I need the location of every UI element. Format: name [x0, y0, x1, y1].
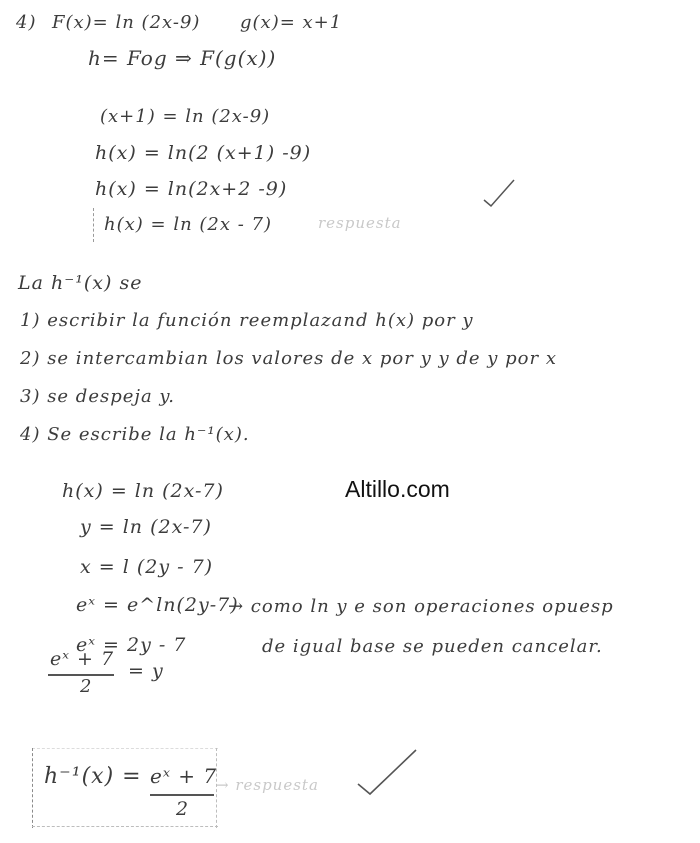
solve-denominator: 2 — [80, 676, 93, 697]
inverse-step-5: eˣ = 2y - 7 — [76, 634, 187, 656]
final-denominator: 2 — [176, 798, 190, 820]
answer-box-bottom — [32, 826, 218, 828]
watermark-text: Altillo.com — [345, 476, 450, 502]
note-line-1: → como ln y e son operaciones opuesp — [228, 596, 614, 617]
h-composition: h= Fog ⇒ F(g(x)) — [88, 46, 277, 70]
inverse-intro: La h⁻¹(x) se — [18, 272, 143, 294]
inverse-step-3: x = l (2y - 7) — [80, 556, 214, 578]
inverse-step-1: h(x) = ln (2x-7) — [62, 480, 224, 502]
respuesta-faint-label: respuesta — [318, 214, 402, 232]
checkmark-icon — [482, 176, 516, 210]
procedure-step-1: 1) escribir la función reemplazand h(x) por y — [20, 310, 474, 331]
answer-box-top — [32, 748, 218, 750]
procedure-step-2: 2) se intercambian los valores de x por y y de y por x — [20, 348, 557, 369]
f-definition: F(x)= ln (2x-9) — [52, 12, 201, 33]
procedure-step-3: 3) se despeja y. — [20, 386, 175, 407]
bracket-mark — [93, 208, 96, 242]
inverse-step-4: eˣ = e^ln(2y-7) — [76, 594, 239, 616]
solve-numerator: eˣ + 7 — [50, 648, 115, 670]
problem-number: 4) — [16, 12, 37, 33]
answer-box-left — [32, 748, 35, 828]
g-definition: g(x)= x+1 — [240, 12, 343, 33]
step-h-1: (x+1) = ln (2x-9) — [100, 106, 271, 127]
step-h-4: h(x) = ln (2x - 7) — [104, 214, 273, 235]
note-line-2: de igual base se pueden cancelar. — [262, 636, 603, 657]
procedure-step-4: 4) Se escribe la h⁻¹(x). — [20, 424, 250, 445]
inverse-step-2: y = ln (2x-7) — [80, 516, 212, 538]
step-h-3: h(x) = ln(2x+2 -9) — [95, 178, 288, 200]
final-respuesta-label: → respuesta — [216, 776, 319, 794]
final-lhs: h⁻¹(x) = — [44, 764, 142, 789]
step-h-2: h(x) = ln(2 (x+1) -9) — [95, 142, 312, 164]
final-numerator: eˣ + 7 — [150, 764, 218, 788]
final-fraction-bar — [150, 794, 214, 796]
solve-rhs: = y — [128, 660, 164, 682]
checkmark-final-icon — [356, 748, 418, 796]
